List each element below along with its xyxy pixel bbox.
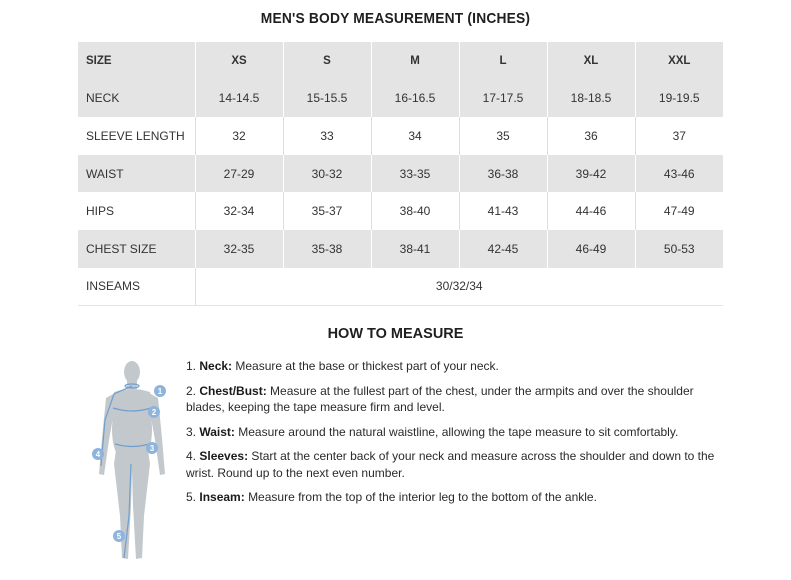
step-text: Measure around the natural waistline, allowing the tape measure to sit comfortably. <box>238 424 679 439</box>
table-row <box>78 268 723 306</box>
step-text: Measure from the top of the interior leg to the bottom of the ankle. <box>248 490 597 504</box>
header-cell: XS <box>195 42 283 80</box>
table-cell: 35-38 <box>283 230 371 268</box>
svg-text:4: 4 <box>95 450 101 459</box>
marker-4 <box>92 448 104 460</box>
step-number: 1. <box>186 359 197 373</box>
row-label: INSEAMS <box>78 268 195 306</box>
table-cell: 41-43 <box>459 192 547 230</box>
table-row <box>78 80 723 118</box>
header-cell: L <box>459 42 547 80</box>
table-cell: 43-46 <box>635 155 723 193</box>
table-cell: 35-37 <box>283 192 371 230</box>
table-cell: 39-42 <box>547 155 635 193</box>
table-cell: 15-15.5 <box>283 80 371 118</box>
table-cell: 38-40 <box>371 192 459 230</box>
table-cell: 19-19.5 <box>635 80 723 118</box>
table-cell: 42-45 <box>459 230 547 268</box>
table-cell: 32-35 <box>195 230 283 268</box>
how-to-measure-title: HOW TO MEASURE <box>327 326 464 342</box>
table-cell: 16-16.5 <box>371 80 459 118</box>
step-text: Measure at the fullest part of the chest, under the armpits and over the shoulder blades, keeping the tape measure firm and level. <box>186 383 694 414</box>
table-cell: 18-18.5 <box>547 80 635 118</box>
inseams-value: 30/32/34 <box>195 268 723 306</box>
table-row <box>78 155 723 193</box>
size-chart-table <box>78 42 723 306</box>
row-label: NECK <box>78 80 195 118</box>
header-cell: SIZE <box>78 42 195 80</box>
table-header-row <box>78 42 723 80</box>
table-cell: 33-35 <box>371 155 459 193</box>
header-cell: XL <box>547 42 635 80</box>
table-cell: 35 <box>459 117 547 155</box>
table-row <box>78 192 723 230</box>
page-title: MEN'S BODY MEASUREMENT (INCHES) <box>260 10 531 27</box>
step-number: 2. <box>186 383 197 398</box>
svg-text:3: 3 <box>149 444 155 453</box>
header-cell: S <box>283 42 371 80</box>
table-cell: 46-49 <box>547 230 635 268</box>
step-number: 4. <box>186 449 197 463</box>
table-cell: 36-38 <box>459 155 547 193</box>
step-term: Waist: <box>199 424 235 439</box>
step-waist <box>186 424 726 441</box>
step-inseam <box>186 489 726 506</box>
table-cell: 27-29 <box>195 155 283 193</box>
step-text: Start at the center back of your neck and measure across the shoulder and down to the wrist. Round up to the next even number. <box>186 449 715 480</box>
row-label: WAIST <box>78 155 195 193</box>
table-cell: 34 <box>371 117 459 155</box>
marker-2 <box>148 406 160 418</box>
table-row <box>78 117 723 155</box>
table-cell: 47-49 <box>635 192 723 230</box>
body-figure-illustration <box>86 356 178 568</box>
step-term: Sleeves: <box>199 449 249 463</box>
svg-text:2: 2 <box>151 408 157 417</box>
table-row <box>78 230 723 268</box>
step-text: Measure at the base or thickest part of your neck. <box>235 359 499 373</box>
step-term: Chest/Bust: <box>199 383 267 398</box>
step-neck <box>186 358 726 375</box>
step-number: 5. <box>186 490 197 504</box>
svg-text:5: 5 <box>116 532 122 541</box>
table-cell: 44-46 <box>547 192 635 230</box>
table-cell: 38-41 <box>371 230 459 268</box>
row-label: CHEST SIZE <box>78 230 195 268</box>
row-label: HIPS <box>86 204 115 219</box>
table-cell: 36 <box>547 117 635 155</box>
row-label: SLEEVE LENGTH <box>86 128 185 143</box>
table-cell: 32-34 <box>195 192 283 230</box>
table-cell: 32 <box>195 117 283 155</box>
step-number: 3. <box>186 424 197 439</box>
table-cell: 30-32 <box>283 155 371 193</box>
header-cell: M <box>371 42 459 80</box>
marker-1 <box>154 385 166 397</box>
step-term: Inseam: <box>199 490 245 504</box>
measurement-steps-list <box>186 358 726 514</box>
marker-5 <box>113 530 125 542</box>
step-sleeves <box>186 448 726 481</box>
marker-3 <box>146 442 158 454</box>
table-cell: 14-14.5 <box>195 80 283 118</box>
table-cell: 17-17.5 <box>459 80 547 118</box>
table-cell: 33 <box>283 117 371 155</box>
table-cell: 50-53 <box>635 230 723 268</box>
step-chest <box>186 383 726 416</box>
step-term: Neck: <box>199 359 233 373</box>
svg-text:1: 1 <box>157 387 163 396</box>
table-cell: 37 <box>635 117 723 155</box>
header-cell: XXL <box>635 42 723 80</box>
